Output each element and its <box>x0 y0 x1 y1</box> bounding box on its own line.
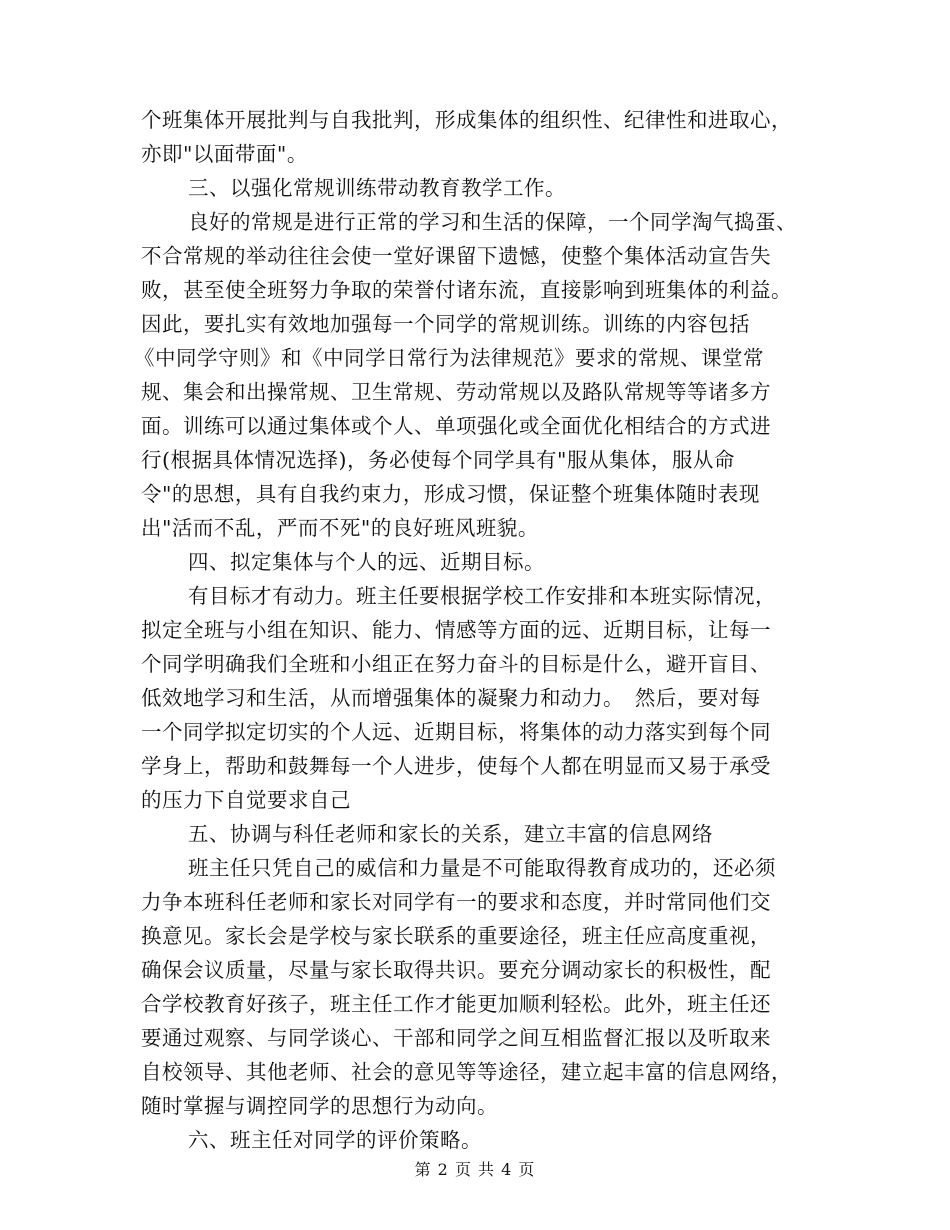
page-footer: 第 2 页 共 4 页 <box>414 1160 536 1179</box>
text-line: 班主任只凭自己的威信和力量是不可能取得教育成功的，还必须 <box>188 856 776 880</box>
text-line: 因此，要扎实有效地加强每一个同学的常规训练。训练的内容包括 <box>141 312 750 336</box>
text-line: 一个同学拟定切实的个人远、近期目标，将集体的动力落实到每个同 <box>141 720 771 744</box>
text-line: 换意见。家长会是学校与家长联系的重要途径，班主任应高度重视， <box>141 924 771 948</box>
section-heading: 六、班主任对同学的评价策略。 <box>188 1128 482 1152</box>
text-line: 自校领导、其他老师、社会的意见等等途径，建立起丰富的信息网络， <box>141 1060 792 1084</box>
text-line: 《中同学守则》和《中同学日常行为法律规范》要求的常规、课堂常 <box>134 346 764 370</box>
text-line: 低效地学习和生活，从而增强集体的凝聚力和动力。 然后，要对每 <box>141 686 761 710</box>
text-line: 规、集会和出操常规、卫生常规、劳动常规以及路队常规等等诸多方 <box>141 380 771 404</box>
text-line: 拟定全班与小组在知识、能力、情感等方面的远、近期目标，让每一 <box>141 618 771 642</box>
section-heading: 四、拟定集体与个人的远、近期目标。 <box>188 550 545 574</box>
section-heading: 三、以强化常规训练带动教育教学工作。 <box>188 176 566 200</box>
text-line: 令"的思想，具有自我约束力，形成习惯，保证整个班集体随时表现 <box>141 482 760 506</box>
text-line: 有目标才有动力。班主任要根据学校工作安排和本班实际情况， <box>188 584 776 608</box>
text-line: 亦即"以面带面"。 <box>141 142 308 166</box>
text-line: 确保会议质量，尽量与家长取得共识。要充分调动家长的积极性，配 <box>141 958 771 982</box>
text-line: 学身上，帮助和鼓舞每一个人进步，使每个人都在明显而又易于承受 <box>141 754 771 778</box>
text-line: 随时掌握与调控同学的思想行为动向。 <box>141 1094 498 1118</box>
text-line: 良好的常规是进行正常的学习和生活的保障，一个同学淘气捣蛋、 <box>188 210 797 234</box>
text-line: 败，甚至使全班努力争取的荣誉付诸东流，直接影响到班集体的利益。 <box>141 278 792 302</box>
text-line: 的压力下自觉要求自己 <box>141 788 351 812</box>
text-line: 力争本班科任老师和家长对同学有一的要求和态度，并时常同他们交 <box>141 890 771 914</box>
text-line: 不合常规的举动往往会使一堂好课留下遗憾，使整个集体活动宣告失 <box>141 244 771 268</box>
text-line: 出"活而不乱，严而不死"的良好班风班貌。 <box>141 516 539 540</box>
text-line: 个同学明确我们全班和小组正在努力奋斗的目标是什么，避开盲目、 <box>141 652 771 676</box>
section-heading: 五、协调与科任老师和家长的关系，建立丰富的信息网络 <box>188 822 713 846</box>
text-line: 行(根据具体情况选择)，务必使每个同学具有"服从集体，服从命 <box>141 448 735 472</box>
text-line: 要通过观察、与同学谈心、干部和同学之间互相监督汇报以及听取来 <box>141 1026 771 1050</box>
text-line: 个班集体开展批判与自我批判，形成集体的组织性、纪律性和进取心， <box>141 108 792 132</box>
text-line: 合学校教育好孩子，班主任工作才能更加顺利轻松。此外，班主任还 <box>141 992 771 1016</box>
text-line: 面。训练可以通过集体或个人、单项强化或全面优化相结合的方式进 <box>141 414 771 438</box>
